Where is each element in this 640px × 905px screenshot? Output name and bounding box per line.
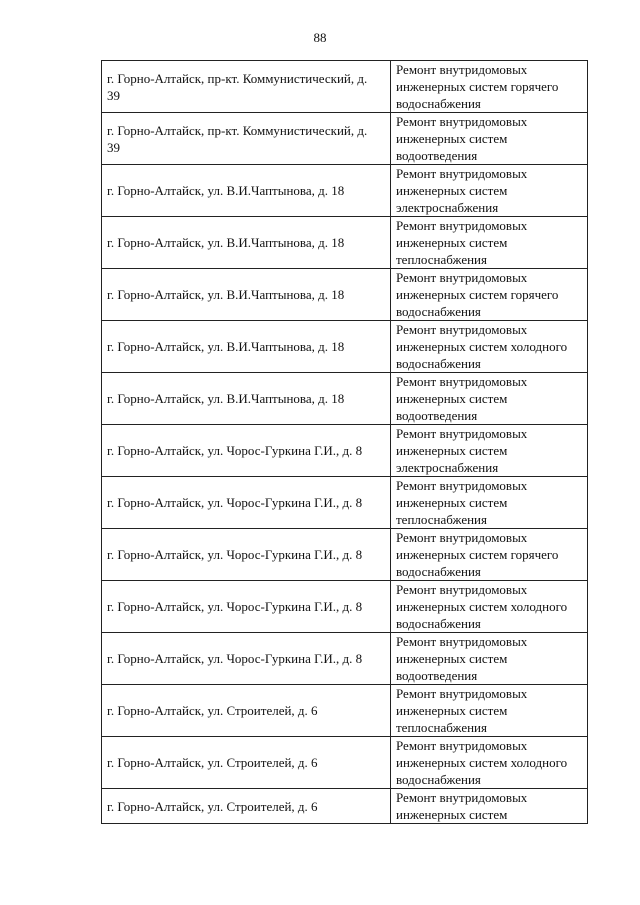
table-row	[102, 217, 588, 269]
table-row	[102, 269, 588, 321]
works-table	[101, 60, 588, 824]
address-cell: г. Горно-Алтайск, ул. Чорос-Гуркина Г.И., д. 8	[102, 425, 391, 477]
address-cell: г. Горно-Алтайск, ул. В.И.Чаптынова, д. 18	[102, 373, 391, 425]
work-type-cell: Ремонт внутридомовых инженерных систем электроснабжения	[391, 425, 588, 477]
address-cell: г. Горно-Алтайск, ул. Чорос-Гуркина Г.И., д. 8	[102, 633, 391, 685]
table-row	[102, 373, 588, 425]
work-type-cell: Ремонт внутридомовых инженерных систем водоотведения	[391, 373, 588, 425]
work-type-cell: Ремонт внутридомовых инженерных систем холодного водоснабжения	[391, 321, 588, 373]
work-type-cell: Ремонт внутридомовых инженерных систем холодного водоснабжения	[391, 737, 588, 789]
address-cell: г. Горно-Алтайск, ул. Чорос-Гуркина Г.И., д. 8	[102, 477, 391, 529]
address-cell: г. Горно-Алтайск, ул. Чорос-Гуркина Г.И., д. 8	[102, 529, 391, 581]
table-row	[102, 321, 588, 373]
work-type-cell: Ремонт внутридомовых инженерных систем холодного водоснабжения	[391, 581, 588, 633]
table-row	[102, 61, 588, 113]
work-type-cell: Ремонт внутридомовых инженерных систем теплоснабжения	[391, 477, 588, 529]
work-type-cell: Ремонт внутридомовых инженерных систем водоотведения	[391, 113, 588, 165]
address-cell: г. Горно-Алтайск, ул. В.И.Чаптынова, д. 18	[102, 217, 391, 269]
table-row	[102, 789, 588, 824]
work-type-cell: Ремонт внутридомовых инженерных систем теплоснабжения	[391, 685, 588, 737]
work-type-cell: Ремонт внутридомовых инженерных систем горячего водоснабжения	[391, 61, 588, 113]
address-cell: г. Горно-Алтайск, ул. Чорос-Гуркина Г.И., д. 8	[102, 581, 391, 633]
work-type-cell: Ремонт внутридомовых инженерных систем электроснабжения	[391, 165, 588, 217]
table-row	[102, 529, 588, 581]
address-cell: г. Горно-Алтайск, ул. Строителей, д. 6	[102, 789, 391, 824]
table-row	[102, 477, 588, 529]
address-cell: г. Горно-Алтайск, ул. В.И.Чаптынова, д. 18	[102, 269, 391, 321]
table-row	[102, 581, 588, 633]
work-type-cell: Ремонт внутридомовых инженерных систем горячего водоснабжения	[391, 529, 588, 581]
table-row	[102, 685, 588, 737]
work-type-cell: Ремонт внутридомовых инженерных систем горячего водоснабжения	[391, 269, 588, 321]
address-cell: г. Горно-Алтайск, пр-кт. Коммунистический, д. 39	[102, 61, 391, 113]
page-number: 88	[313, 30, 327, 45]
work-type-cell: Ремонт внутридомовых инженерных систем	[391, 789, 588, 824]
address-cell: г. Горно-Алтайск, пр-кт. Коммунистический, д. 39	[102, 113, 391, 165]
work-type-cell: Ремонт внутридомовых инженерных систем водоотведения	[391, 633, 588, 685]
address-cell: г. Горно-Алтайск, ул. В.И.Чаптынова, д. 18	[102, 165, 391, 217]
work-type-cell: Ремонт внутридомовых инженерных систем теплоснабжения	[391, 217, 588, 269]
address-cell: г. Горно-Алтайск, ул. В.И.Чаптынова, д. 18	[102, 321, 391, 373]
address-cell: г. Горно-Алтайск, ул. Строителей, д. 6	[102, 737, 391, 789]
address-cell: г. Горно-Алтайск, ул. Строителей, д. 6	[102, 685, 391, 737]
table-row	[102, 165, 588, 217]
table-row	[102, 737, 588, 789]
table-row	[102, 633, 588, 685]
table-row	[102, 425, 588, 477]
table-row	[102, 113, 588, 165]
